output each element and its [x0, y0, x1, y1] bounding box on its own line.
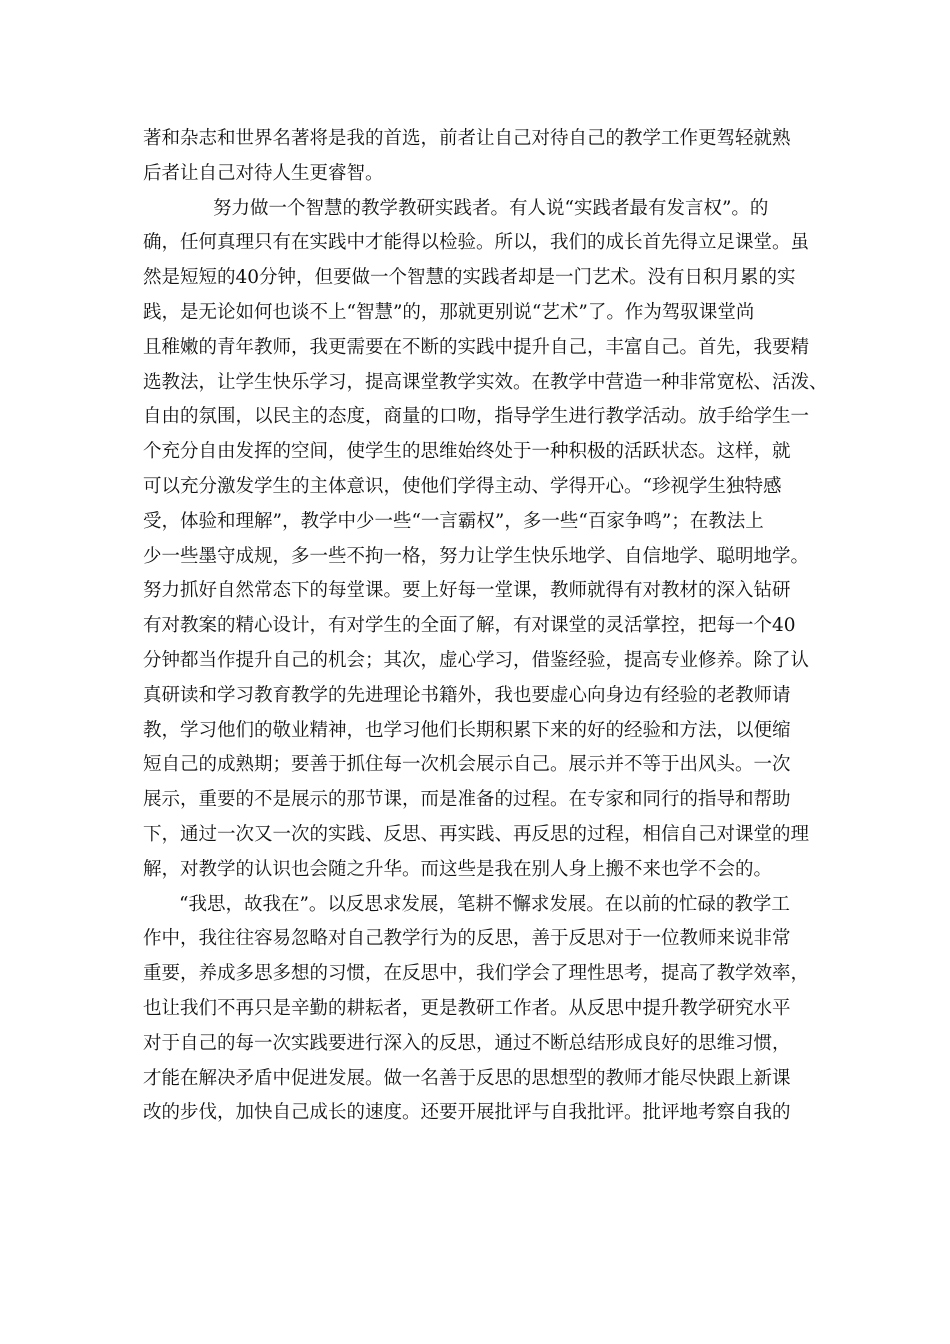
text-line: 分钟都当作提升自己的机会；其次，虚心学习，借鉴经验，提高专业修养。除了认: [143, 649, 810, 671]
text-line: 可以充分激发学生的主体意识，使他们学得主动、学得开心。“珍视学生独特感: [143, 475, 782, 497]
text-line: 后者让自己对待人生更睿智。: [143, 162, 384, 184]
text-line: 受，体验和理解”，教学中少一些“一言霸权”，多一些“百家争鸣”；在教法上: [143, 510, 764, 532]
text-line: 然是短短的40分钟，但要做一个智慧的实践者却是一门艺术。没有日积月累的实: [143, 267, 796, 289]
text-line: 下，通过一次又一次的实践、反思、再实践、再反思的过程，相信自己对课堂的理: [143, 823, 810, 845]
text-line: 真研读和学习教育教学的先进理论书籍外，我也要虚心向身边有经验的老教师请: [143, 684, 791, 706]
text-line: 也让我们不再只是辛勤的耕耘者，更是教研工作者。从反思中提升教学研究水平: [143, 997, 791, 1019]
text-line: 践，是无论如何也谈不上“智慧”的，那就更别说“艺术”了。作为驾驭课堂尚: [143, 301, 755, 323]
paragraph-start-line: 努力做一个智慧的教学教研实践者。有人说“实践者最有发言权”。的: [213, 197, 769, 219]
text-line: 改的步伐，加快自己成长的速度。还要开展批评与自我批评。批评地考察自我的: [143, 1102, 791, 1124]
body-text: [143, 122, 828, 1131]
text-line: 且稚嫩的青年教师，我更需要在不断的实践中提升自己，丰富自己。首先，我要精: [143, 336, 810, 358]
text-line: 确，任何真理只有在实践中才能得以检验。所以，我们的成长首先得立足课堂。虽: [143, 232, 810, 254]
text-line: 个充分自由发挥的空间，使学生的思维始终处于一种积极的活跃状态。这样，就: [143, 441, 791, 463]
text-line: 短自己的成熟期；要善于抓住每一次机会展示自己。展示并不等于出风头。一次: [143, 754, 791, 776]
paragraph-start-line: “我思，故我在”。以反思求发展，笔耕不懈求发展。在以前的忙碌的教学工: [179, 893, 790, 915]
text-line: 少一些墨守成规，多一些不拘一格，努力让学生快乐地学、自信地学、聪明地学。: [143, 545, 810, 567]
text-line: 选教法，让学生快乐学习，提高课堂教学实效。在教学中营造一种非常宽松、活泼、: [143, 371, 828, 393]
text-line: 才能在解决矛盾中促进发展。做一名善于反思的思想型的教师才能尽快跟上新课: [143, 1067, 791, 1089]
text-line: 著和杂志和世界名著将是我的首选，前者让自己对待自己的教学工作更驾轻就熟: [143, 128, 791, 149]
text-line: 有对教案的精心设计，有对学生的全面了解，有对课堂的灵活掌控，把每一个40: [143, 615, 796, 637]
text-line: 对于自己的每一次实践要进行深入的反思，通过不断总结形成良好的思维习惯，: [143, 1032, 791, 1054]
text-line: 努力抓好自然常态下的每堂课。要上好每一堂课，教师就得有对教材的深入钻研: [143, 580, 791, 602]
text-line: 重要，养成多思多想的习惯，在反思中，我们学会了理性思考，提高了教学效率，: [143, 963, 810, 985]
text-line: 解，对教学的认识也会随之升华。而这些是我在别人身上搬不来也学不会的。: [143, 858, 773, 880]
text-line: 教，学习他们的敬业精神，也学习他们长期积累下来的好的经验和方法，以便缩: [143, 719, 791, 741]
text-line: 作中，我往往容易忽略对自己教学行为的反思，善于反思对于一位教师来说非常: [143, 928, 791, 950]
text-line: 展示，重要的不是展示的那节课，而是准备的过程。在专家和同行的指导和帮助: [143, 789, 791, 811]
text-line: 自由的氛围，以民主的态度，商量的口吻，指导学生进行教学活动。放手给学生一: [143, 406, 810, 428]
